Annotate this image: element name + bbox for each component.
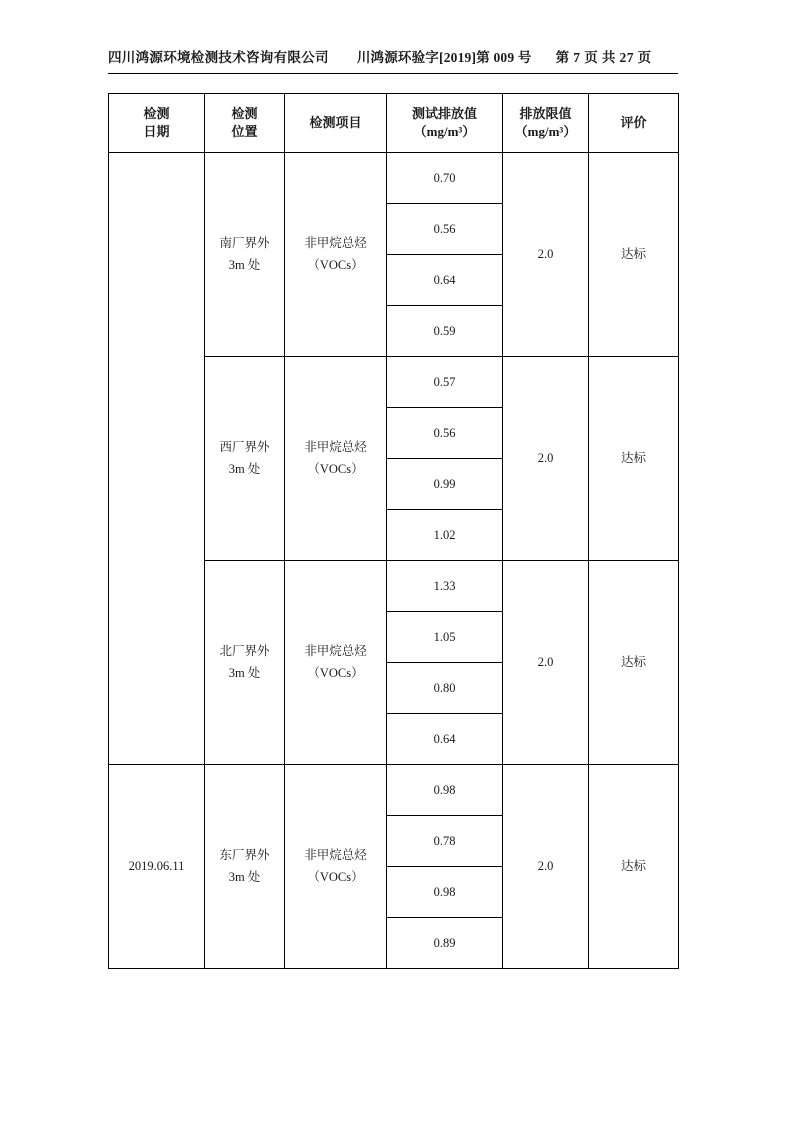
cell-measured-value: 1.33 bbox=[387, 561, 503, 612]
table-row bbox=[109, 153, 679, 204]
column-header-position: 检测 位置 bbox=[205, 94, 285, 153]
cell-measured-value: 0.98 bbox=[387, 765, 503, 816]
cell-item: 非甲烷总烃 （VOCs） bbox=[285, 153, 387, 357]
table-header-row bbox=[109, 94, 679, 153]
cell-measured-value: 0.80 bbox=[387, 663, 503, 714]
cell-evaluation: 达标 bbox=[589, 357, 679, 561]
cell-measured-value: 0.70 bbox=[387, 153, 503, 204]
cell-item: 非甲烷总烃 （VOCs） bbox=[285, 765, 387, 969]
cell-item: 非甲烷总烃 （VOCs） bbox=[285, 357, 387, 561]
cell-limit-value: 2.0 bbox=[503, 357, 589, 561]
monitoring-results-table-wrapper bbox=[108, 93, 678, 969]
cell-date bbox=[109, 153, 205, 765]
cell-position: 南厂界外 3m 处 bbox=[205, 153, 285, 357]
cell-limit-value: 2.0 bbox=[503, 561, 589, 765]
cell-evaluation: 达标 bbox=[589, 765, 679, 969]
cell-position: 西厂界外 3m 处 bbox=[205, 357, 285, 561]
table-row bbox=[109, 765, 679, 816]
cell-measured-value: 1.02 bbox=[387, 510, 503, 561]
cell-measured-value: 0.57 bbox=[387, 357, 503, 408]
column-header-limit-value: 排放限值 （mg/m³） bbox=[503, 94, 589, 153]
cell-evaluation: 达标 bbox=[589, 561, 679, 765]
cell-measured-value: 0.64 bbox=[387, 714, 503, 765]
header-company: 四川鸿源环境检测技术咨询有限公司 bbox=[108, 50, 329, 65]
cell-limit-value: 2.0 bbox=[503, 153, 589, 357]
cell-position: 北厂界外 3m 处 bbox=[205, 561, 285, 765]
cell-measured-value: 0.56 bbox=[387, 204, 503, 255]
page-header bbox=[108, 46, 678, 74]
cell-measured-value: 0.99 bbox=[387, 459, 503, 510]
table-body bbox=[109, 153, 679, 969]
header-page-info: 第 7 页 共 27 页 bbox=[555, 50, 652, 65]
cell-measured-value: 0.64 bbox=[387, 255, 503, 306]
column-header-item: 检测项目 bbox=[285, 94, 387, 153]
cell-measured-value: 0.98 bbox=[387, 867, 503, 918]
cell-measured-value: 1.05 bbox=[387, 612, 503, 663]
monitoring-results-table bbox=[108, 93, 679, 969]
cell-measured-value: 0.89 bbox=[387, 918, 503, 969]
cell-evaluation: 达标 bbox=[589, 153, 679, 357]
cell-limit-value: 2.0 bbox=[503, 765, 589, 969]
cell-measured-value: 0.56 bbox=[387, 408, 503, 459]
cell-measured-value: 0.78 bbox=[387, 816, 503, 867]
header-report-number: 川鸿源环验字[2019]第 009 号 bbox=[356, 50, 532, 65]
column-header-date: 检测 日期 bbox=[109, 94, 205, 153]
cell-measured-value: 0.59 bbox=[387, 306, 503, 357]
cell-position: 东厂界外 3m 处 bbox=[205, 765, 285, 969]
cell-item: 非甲烷总烃 （VOCs） bbox=[285, 561, 387, 765]
column-header-evaluation: 评价 bbox=[589, 94, 679, 153]
cell-date: 2019.06.11 bbox=[109, 765, 205, 969]
column-header-measured-value: 测试排放值 （mg/m³） bbox=[387, 94, 503, 153]
